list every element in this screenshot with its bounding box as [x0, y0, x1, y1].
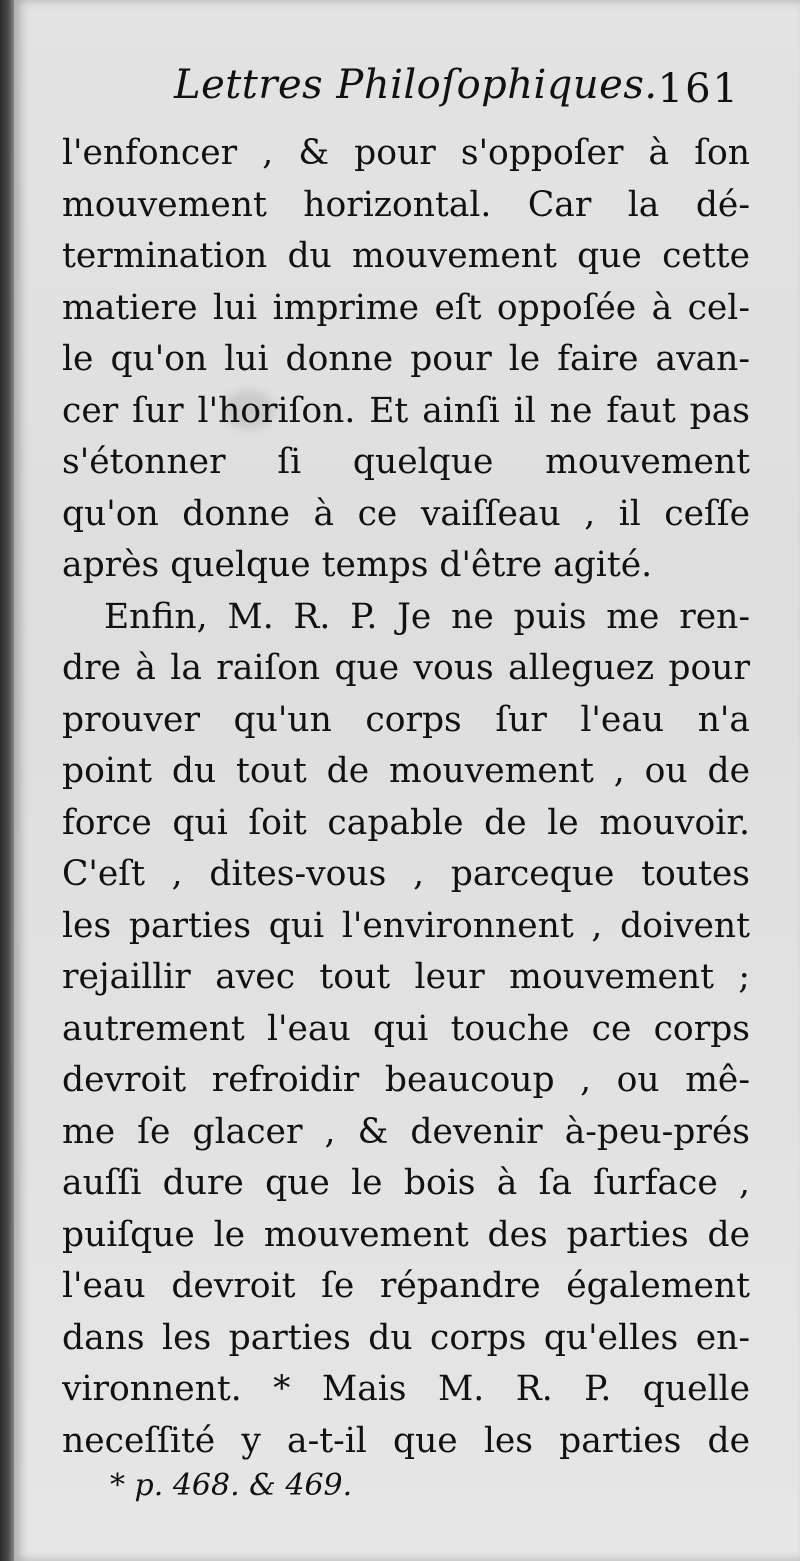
- text-line: point du tout de mouvement , ou de: [62, 751, 750, 791]
- text-line: qu'on donne à ce vaiſſeau , il ceſſe: [62, 493, 750, 534]
- text-line: Enfin, M. R. P. Je ne puis me ren-: [104, 596, 750, 637]
- text-line: mouvement horizontal. Car la dé-: [62, 184, 750, 225]
- footnote: * p. 468. & 469.: [110, 1468, 353, 1503]
- text-line: vironnent. * Mais M. R. P. quelle: [62, 1369, 750, 1409]
- running-title: Lettres Philoſophiques.: [174, 62, 658, 108]
- text-line: neceſſité y a-t-il que les parties de: [62, 1420, 750, 1461]
- text-line: auſſi dure que le bois à ſa ſurface ,: [62, 1163, 750, 1203]
- text-line: dans les parties du corps qu'elles en-: [62, 1317, 750, 1358]
- text-line: matiere lui imprime eſt oppoſée à cel-: [62, 287, 750, 328]
- text-line: après quelque temps d'être agité.: [62, 545, 653, 585]
- text-line: C'eſt , dites-vous , parceque toutes: [62, 854, 750, 894]
- text-line: l'enfoncer , & pour s'oppoſer à ſon: [62, 133, 750, 173]
- text-line: autrement l'eau qui touche ce corps: [62, 1008, 750, 1049]
- page-number: 161: [657, 66, 740, 112]
- text-line: le qu'on lui donne pour le faire avan-: [62, 339, 750, 379]
- text-line: les parties qui l'environnent , doivent: [62, 905, 750, 946]
- text-line: cer ſur l'horiſon. Et ainſi il ne faut pas: [62, 390, 750, 431]
- text-line: termination du mouvement que cette: [62, 236, 750, 276]
- book-page: [14, 0, 800, 1561]
- text-line: s'étonner ſi quelque mouvement: [62, 442, 750, 482]
- body-text: [62, 128, 750, 1467]
- text-line: puiſque le mouvement des parties de: [62, 1214, 750, 1255]
- page-header: [14, 62, 800, 122]
- text-line: l'eau devroit ſe répandre également: [62, 1266, 750, 1306]
- text-line: prouver qu'un corps ſur l'eau n'a: [62, 699, 750, 740]
- text-line: force qui ſoit capable de le mouvoir.: [62, 802, 750, 843]
- text-line: rejaillir avec tout leur mouvement ;: [62, 957, 750, 997]
- text-line: dre à la raiſon que vous alleguez pour: [62, 648, 750, 688]
- text-line: me ſe glacer , & devenir à-peu-prés: [62, 1111, 750, 1152]
- text-line: devroit refroidir beaucoup , ou mê-: [62, 1060, 750, 1100]
